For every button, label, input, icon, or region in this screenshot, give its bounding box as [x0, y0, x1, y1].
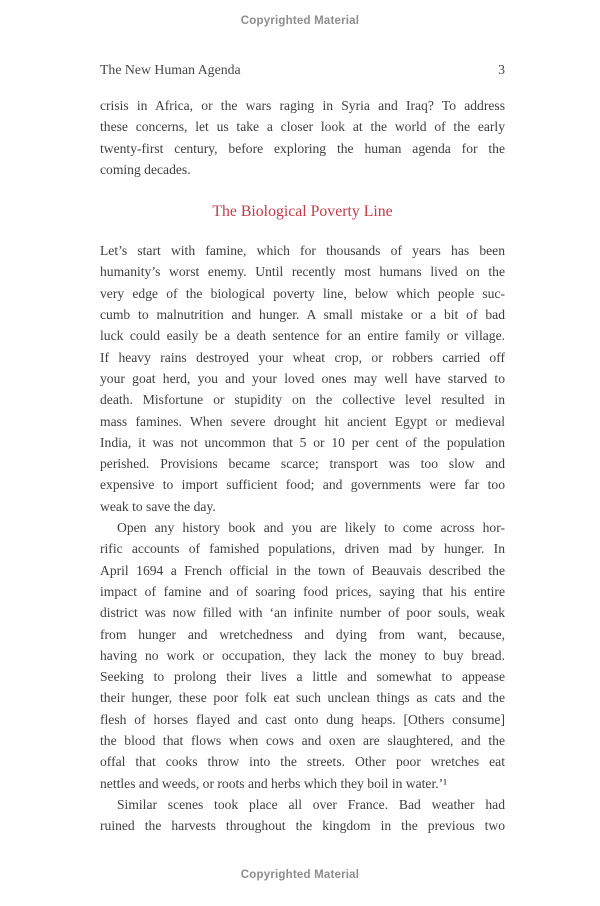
text-line: having no work or occupation, they lack the money to buy bread. — [100, 647, 505, 663]
text-line: luck could easily be a death sentence for an entire family or village. — [100, 328, 505, 344]
text-line: very edge of the biological poverty line, below which people suc- — [100, 285, 505, 301]
text-line: Let’s start with famine, which for thousands of years has been — [100, 243, 505, 259]
text-line: mass famines. When severe drought hit ancient Egypt or medieval — [100, 413, 505, 429]
copyright-watermark-bottom: Copyrighted Material — [240, 869, 360, 881]
text-line: offal that cooks throw into the streets. Other poor wretches eat — [100, 754, 505, 770]
text-line: Open any history book and you are likely to come across hor- — [117, 520, 505, 536]
paragraph — [100, 95, 505, 180]
text-line: expensive to import sufficient food; and governments were far too — [100, 477, 505, 493]
paragraph — [100, 517, 505, 794]
text-line: death. Misfortune or stupidity on the collective level resulted in — [100, 392, 505, 408]
text-line: India, it was not uncommon that 5 or 10 per cent of the population — [100, 434, 505, 450]
text-line: Similar scenes took place all over France. Bad weather had — [117, 796, 505, 812]
copyright-watermark-top: Copyrighted Material — [240, 15, 360, 27]
text-line: perished. Provisions became scarce; transport was too slow and — [100, 456, 505, 472]
text-line: twenty-first century, before exploring the human agenda for the — [100, 140, 505, 156]
text-line: rific accounts of famished populations, driven mad by hunger. In — [100, 541, 505, 557]
text-line: If heavy rains destroyed your wheat crop, or robbers carried off — [100, 349, 505, 365]
text-line: ruined the harvests throughout the kingdom in the previous two — [100, 818, 505, 834]
paragraph-group — [100, 95, 505, 180]
running-header — [100, 62, 505, 78]
text-line: impact of famine and of soaring food prices, saying that his entire — [100, 583, 505, 599]
body-text — [100, 95, 505, 837]
text-line: Seeking to prolong their lives a little and somewhat to appease — [100, 669, 505, 685]
section-heading: The Biological Poverty Line — [212, 203, 393, 221]
page-number: 3 — [498, 62, 505, 77]
paragraph — [100, 794, 505, 837]
text-line: these concerns, let us take a closer look at the world of the early — [100, 119, 505, 135]
text-line: coming decades. — [100, 161, 191, 177]
text-line: humanity’s worst enemy. Until recently most humans lived on the — [100, 264, 505, 280]
text-line: April 1694 a French official in the town of Beauvais described the — [100, 562, 505, 578]
text-line: their hunger, these poor folk eat such unclean things as cats and the — [100, 690, 505, 706]
text-line: district was now filled with ‘an infinite number of poor souls, weak — [100, 605, 505, 621]
paragraph — [100, 240, 505, 517]
text-line: crisis in Africa, or the wars raging in Syria and Iraq? To address — [100, 98, 505, 113]
text-line: weak to save the day. — [100, 498, 216, 514]
text-line: the blood that flows when cows and oxen are slaughtered, and the — [100, 733, 505, 749]
text-line: nettles and weeds, or roots and herbs which they boil in water.’¹ — [100, 775, 448, 791]
chapter-title: The New Human Agenda — [100, 62, 241, 77]
text-line: your goat herd, you and your loved ones may well have starved to — [100, 370, 505, 386]
text-line: cumb to malnutrition and hunger. A small mistake or a bit of bad — [100, 307, 505, 323]
paragraph-group — [100, 240, 505, 836]
text-line: flesh of horses flayed and cast onto dung heaps. [Others consume] — [100, 711, 505, 727]
text-line: from hunger and wretchedness and dying from want, because, — [100, 626, 505, 642]
